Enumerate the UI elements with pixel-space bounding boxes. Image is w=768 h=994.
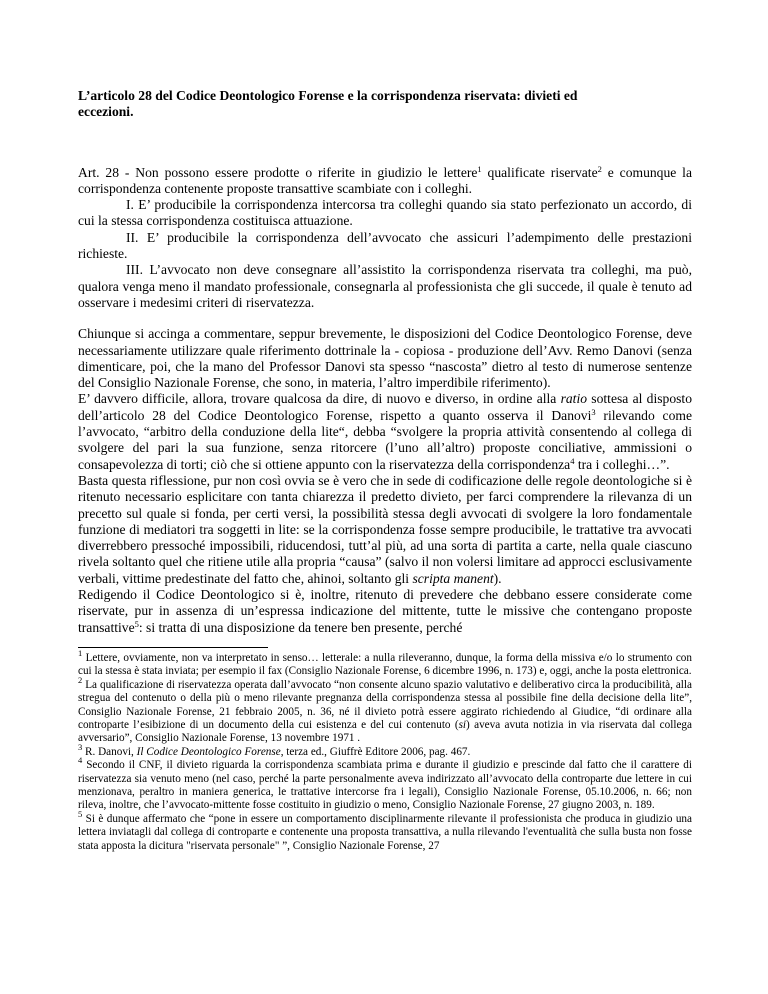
footnote-ref-4: 4 [570,455,575,466]
body-paragraph-4: Redigendo il Codice Deontologico si è, inoltre, ritenuto di prevedere che debbano essere considerate come riservate, pur in assenza di un’espressa indicazione del mittente, tutte le missive che contengano proposte transattive$^5$: si tratta di una disposizione da tenere ben presente, perché [78,587,692,635]
footnote-5: $^5$ Si è dunque affermato che “pone in essere un comportamento disciplinarmente rilevante il professionista che produca in giudizio una lettera inviatagli dal collega di controparte e contenente una proposta transattiva, a nulla rilevando l'eventualità che sulla busta non fosse stata apposta la dicitura "riservata personale" ”, Consiglio Nazionale Forense, 27 [78,808,692,852]
footnote-4: $^4$ Secondo il CNF, il divieto riguarda la corrispondenza scambiata prima e durante il giudizio e prescinde dal fatto che il carattere di riservatezza sia venuto meno (nel caso, perché la parte personalmente aveva indirizzato all’avvocato della controparte due lettere in cui menzionava, peraltro in maniera generica, le trattative intercorse fra i legali), Consiglio Nazionale Forense, 05.10.2006, n. 66; non rileva, inoltre, che l’avvocato-mittente fosse costituito in giudizio o meno, Consiglio Nazionale Forense, 27 giugno 2003, n. 189. [78,755,692,812]
title-line-2: eccezioni. [78,104,134,120]
article-paragraph-3: III. L’avvocato non deve consegnare all’assistito la corrispondenza riservata tra colleghi, ma può, qualora venga meno il mandato professionale, consegnarla al professionista che gli succede, il quale è tenuto ad osservare i medesimi criteri di riservatezza. [78,262,692,310]
body-paragraph-3: Basta questa riflessione, pur non così ovvia se è vero che in sede di codificazione delle regole deontologiche si è ritenuto necessario esplicitare con tanta chiarezza il predetto divieto, per farci comprendere la rilevanza di un precetto sul quale si fonda, per certi versi, la possibilità stessa degli avvocati di svolgere la loro fondamentale funzione di mediatori tra soggetti in lite: se la corrispondenza fosse sempre producibile, le trattative tra avvocati diverrebbero pressoché impossibili, riducendosi, tutt’al più, ad una sorta di partita a carte, nella quale ciascuno rivela soltanto quel che ritiene utile alla propria “causa” (salvo il non volersi limitare ad approcci esclusivamente verbali, vittime predestinate del fatto che, ahinoi, soltanto gli scripta manent). [78,472,692,586]
footnotes [78,647,692,853]
footnote-ref-1: 1 [477,163,482,174]
document-title [78,88,692,121]
footnote-ref-5: 5 [134,618,139,629]
footnote-ref-2: 2 [597,163,602,174]
body-paragraph-2: E’ davvero difficile, allora, trovare qualcosa da dire, di nuovo e diverso, in ordine alla ratio sottesa al disposto dell’articolo 28 del Codice Deontologico Forense, rispetto a quanto osserva il Danovi$^3$ rilevando come l’avvocato, “arbitro della conduzione della lite“, debba “svolgere la propria attività consentendo al collega di svolgere del pari la sua funzione, senza ritorcere (l’uno all’altro) proposte conciliative, ammissioni o consapevolezza di torti; ciò che si ottiene appunto con la riservatezza della corrispondenza$^4$ tra i colleghi…”. [78,391,692,472]
footnote-2: $^2$ La qualificazione di riservatezza operata dall’avvocato “non consente alcuno spazio valutativo e deliberativo circa la producibilità, alla stregua del contenuto o della più o meno rilevante pregnanza della corrispondenza stessa al possibile fine della decisione della lite”, Consiglio Nazionale Forense, 21 febbraio 2005, n. 36, né il divieto potrà essere aggirato richiedendo al Giudice, “di ordinare alla controparte l’esibizione di un documento della cui esistenza e del cui contenuto (si) aveva avuta notizia in via riservata dal collega avversario”, Consiglio Nazionale Forense, 13 novembre 1971 . [78,674,692,745]
document-page [78,88,692,853]
footnote-3: $^3$ R. Danovi, Il Codice Deontologico Forense, terza ed., Giuffrè Editore 2006, pag. 467. [78,741,471,758]
body-paragraph-1: Chiunque si accinga a commentare, seppur brevemente, le disposizioni del Codice Deontologico Forense, deve necessariamente utilizzare quale riferimento dottrinale la - copiosa - produzione dell’Avv. Remo Danovi (senza dimenticare, poi, che la mano del Professor Danovi sta spesso “nascosta” dietro al testo di numerose sentenze del Consiglio Nazionale Forense, che sono, in materia, l’altro imperdibile riferimento). [78,326,692,391]
footnote-1: $^1$ Lettere, ovviamente, non va interpretato in senso… letterale: a nulla rileveranno, dunque, la forma della missiva e/o lo strumento con cui la stessa è stata inviata; per esempio il fax (Consiglio Nazionale Forense, 6 dicembre 1996, n. 173) e, oggi, anche la posta elettronica. [78,647,692,678]
title-line-1: L’articolo 28 del Codice Deontologico Forense e la corrispondenza riservata: divieti ed [78,88,578,103]
footnote-separator [78,647,268,648]
article-paragraph-2: II. E’ producibile la corrispondenza dell’avvocato che assicuri l’adempimento delle prestazioni richieste. [78,229,692,262]
article-paragraph-1: I. E’ producibile la corrispondenza intercorsa tra colleghi quando sia stato perfezionato un accordo, di cui la stessa corrispondenza costituisca attuazione. [78,197,692,229]
footnote-ref-3: 3 [591,406,596,417]
article-text: Art. 28 - Non possono essere prodotte o riferite in giudizio le lettere$^1$ qualificate riservate$^2$ e comunque la corrispondenza contenente proposte transattive scambiate con i colleghi. [78,163,692,196]
